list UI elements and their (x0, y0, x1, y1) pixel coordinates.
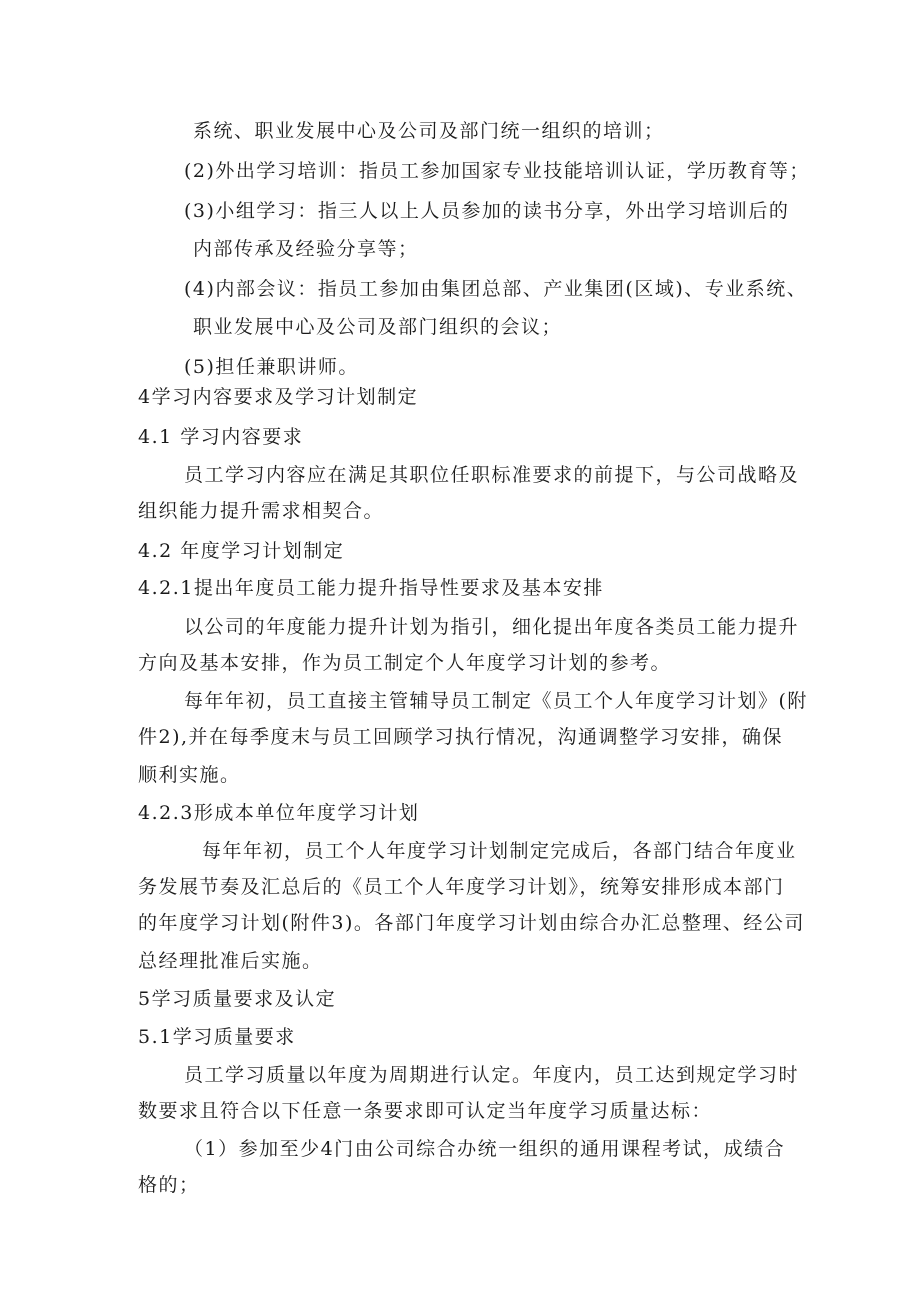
subsection-heading-4-2: 4.2 年度学习计划制定 (138, 540, 345, 562)
text-line-26: 员工学习质量以年度为周期进行认定。年度内，员工达到规定学习时 (184, 1064, 800, 1086)
subsection-heading-4-2-3: 4.2.3形成本单位年度学习计划 (138, 802, 420, 824)
text-line-15: 方向及基本安排，作为员工制定个人年度学习计划的参考。 (138, 652, 672, 674)
text-line-22: 的年度学习计划(附件3)。各部门年度学习计划由综合办汇总整理、经公司 (138, 912, 805, 934)
text-line-29: 格的； (138, 1174, 200, 1196)
text-line-4: 内部传承及经验分享等； (193, 238, 419, 260)
text-line-14: 以公司的年度能力提升计划为指引，细化提出年度各类员工能力提升 (184, 616, 800, 638)
section-heading-4: 4学习内容要求及学习计划制定 (138, 386, 419, 408)
text-line-23: 总经理批准后实施。 (138, 950, 323, 972)
text-line-5: (4)内部会议：指员工参加由集团总部、产业集团(区域)、专业系统、 (184, 278, 808, 300)
text-line-1: 系统、职业发展中心及公司及部门统一组织的培训； (193, 120, 665, 142)
text-line-6: 职业发展中心及公司及部门组织的会议； (193, 316, 563, 338)
text-line-21: 务发展节奏及汇总后的《员工个人年度学习计划》，统筹安排形成本部门 (138, 876, 785, 898)
subsection-heading-4-2-1: 4.2.1提出年度员工能力提升指导性要求及基本安排 (138, 577, 604, 599)
subsection-heading-5-1: 5.1学习质量要求 (138, 1026, 296, 1048)
text-line-20: 每年年初，员工个人年度学习计划制定完成后，各部门结合年度业 (202, 840, 797, 862)
text-line-28: （1）参加至少4门由公司综合办统一组织的通用课程考试，成绩合 (184, 1138, 786, 1160)
text-line-16: 每年年初，员工直接主管辅导员工制定《员工个人年度学习计划》(附 (184, 690, 808, 712)
text-line-10: 员工学习内容应在满足其职位任职标准要求的前提下，与公司战略及 (184, 464, 800, 486)
text-line-2: (2)外出学习培训：指员工参加国家专业技能培训认证，学历教育等； (184, 160, 810, 182)
subsection-heading-4-1: 4.1 学习内容要求 (138, 426, 304, 448)
text-line-17: 件2),并在每季度末与员工回顾学习执行情况，沟通调整学习安排，确保 (138, 726, 784, 748)
text-line-11: 组织能力提升需求相契合。 (138, 500, 385, 522)
text-line-18: 顺利实施。 (138, 764, 241, 786)
section-heading-5: 5学习质量要求及认定 (138, 988, 337, 1010)
text-line-3: (3)小组学习：指三人以上人员参加的读书分享，外出学习培训后的 (184, 200, 790, 222)
text-line-27: 数要求且符合以下任意一条要求即可认定当年度学习质量达标： (138, 1100, 713, 1122)
text-line-7: (5)担任兼职讲师。 (184, 356, 359, 378)
